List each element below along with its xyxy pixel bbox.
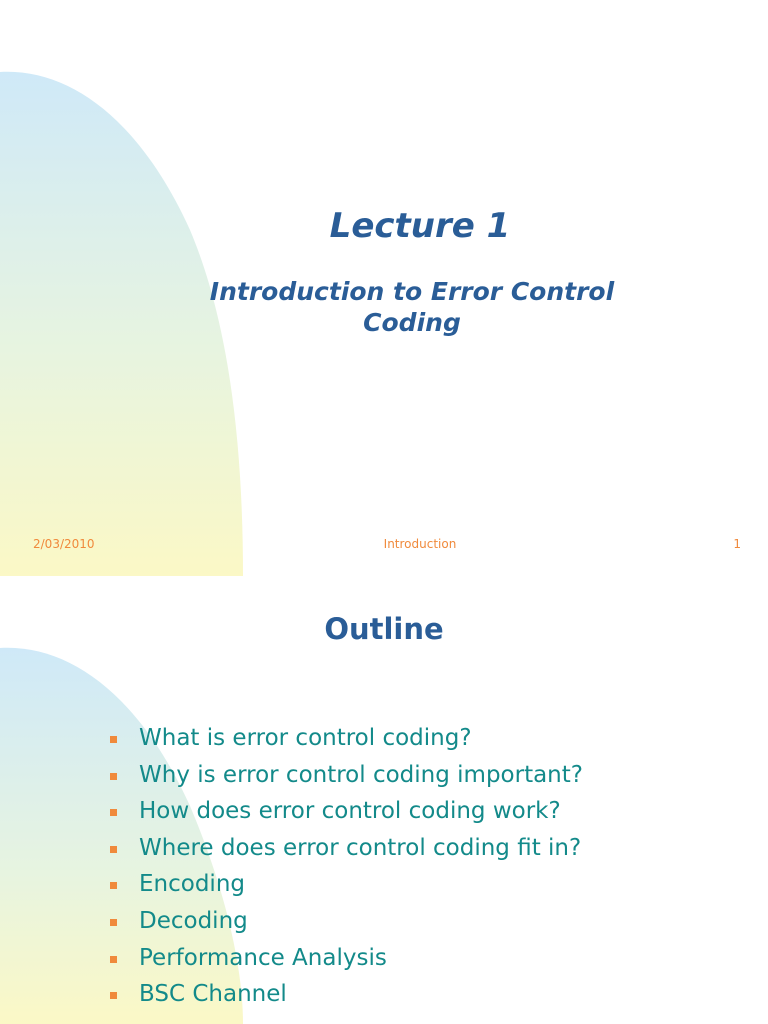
subtitle-line-2: Coding xyxy=(363,308,461,337)
slide-title: Outline xyxy=(324,612,444,646)
bullet-square-icon xyxy=(110,919,117,926)
subtitle-line-1: Introduction to Error Control xyxy=(209,277,615,306)
slide-2: Outline What is error control coding? Why is error control coding important? How does error control coding work? Where does error control coding fit in? Encoding Decoding Performance Analysis BSC Channel xyxy=(0,612,768,1024)
bullet-square-icon xyxy=(110,846,117,853)
bullet-square-icon xyxy=(110,809,117,816)
slide-subtitle xyxy=(28,276,768,338)
footer-date: 2/03/2010 xyxy=(33,537,95,551)
bullet-square-icon xyxy=(110,773,117,780)
bullet-square-icon xyxy=(110,882,117,889)
bullet-square-icon xyxy=(110,956,117,963)
bullet-square-icon xyxy=(110,992,117,999)
footer-page-number: 1 xyxy=(733,537,741,551)
slide-title: Lecture 1 xyxy=(329,206,511,246)
bullet-square-icon xyxy=(110,736,117,743)
footer-title: Introduction xyxy=(383,537,457,551)
